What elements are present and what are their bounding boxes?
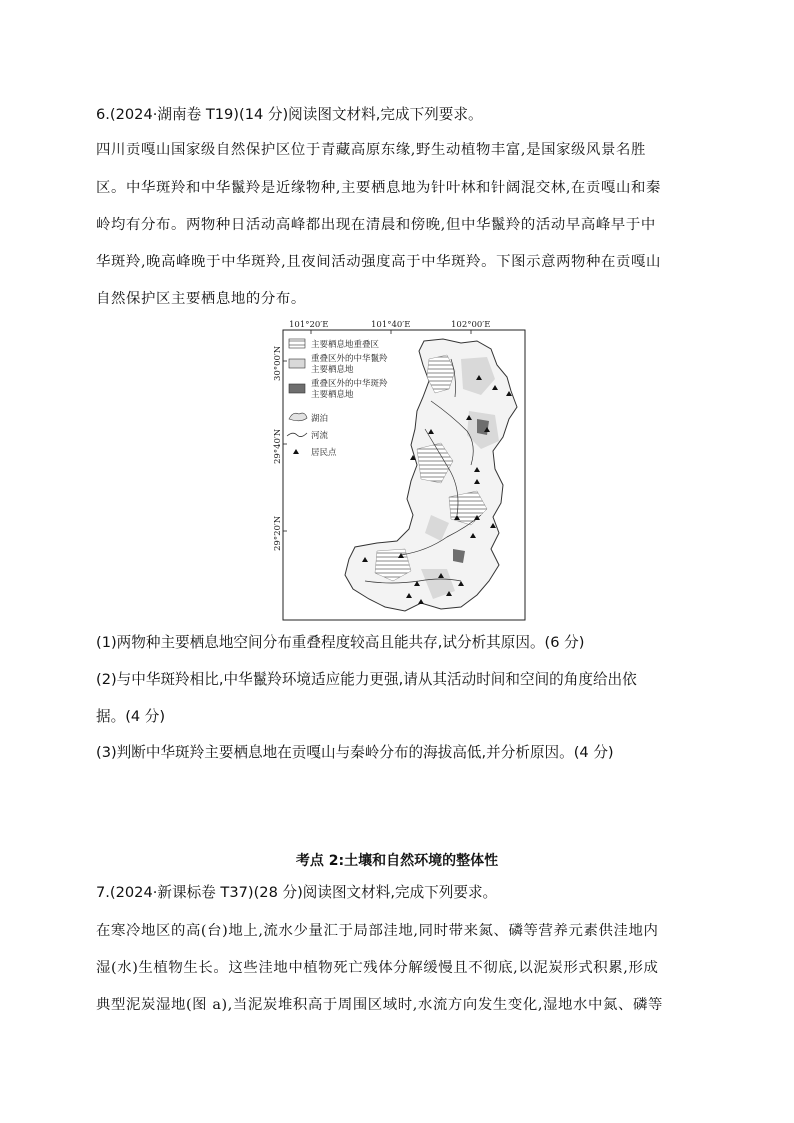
legend-label: 主要栖息地重叠区 <box>311 340 380 350</box>
question-6-paragraph-line: 区。中华斑羚和中华鬣羚是近缘物种,主要栖息地为针叶林和针阔混交林,在贡嘎山和秦 <box>96 180 662 196</box>
legend-label: 湖泊 <box>311 414 329 424</box>
question-6-paragraph-line: 华斑羚,晚高峰晚于中华斑羚,且夜间活动强度高于中华斑羚。下图示意两物种在贡嘎山 <box>96 254 662 270</box>
question-6-subquestion: (1)两物种主要栖息地空间分布重叠程度较高且能共存,试分析其原因。(6 分) <box>96 634 585 651</box>
question-7-paragraph-line: 湿(水)生植物生长。这些洼地中植物死亡残体分解缓慢且不彻底,以泥炭形式积累,形成 <box>96 960 659 976</box>
question-6-paragraph-line: 岭均有分布。两物种日活动高峰都出现在清晨和傍晚,但中华鬣羚的活动早高峰早于中 <box>96 217 656 233</box>
hatched-swatch-icon <box>289 339 305 348</box>
dark-gray-swatch-icon <box>289 384 305 393</box>
latitude-label: 29°20′N <box>273 515 283 551</box>
longitude-label: 101°40′E <box>371 320 411 330</box>
question-6-paragraph-line: 自然保护区主要栖息地的分布。 <box>96 291 306 307</box>
question-7-paragraph-line: 在寒冷地区的高(台)地上,流水少量汇于局部洼地,同时带来氮、磷等营养元素供洼地内 <box>96 923 659 939</box>
legend-label: 重叠区外的中华鬣羚 <box>311 354 388 364</box>
section-title: 考点 2:土壤和自然环境的整体性 <box>295 853 499 869</box>
question-6-subquestion-continued: 据。(4 分) <box>96 708 166 725</box>
legend-label: 居民点 <box>311 448 337 458</box>
legend-label: 河流 <box>311 431 329 441</box>
light-gray-swatch-icon <box>289 359 305 368</box>
longitude-label: 102°00′E <box>451 320 491 330</box>
legend-label: 主要栖息地 <box>311 365 354 375</box>
legend-label: 主要栖息地 <box>311 390 354 400</box>
legend-label: 重叠区外的中华斑羚 <box>311 379 388 389</box>
habitat-distribution-map <box>273 319 527 623</box>
question-7-header: 7.(2024·新课标卷 T37)(28 分)阅读图文材料,完成下列要求。 <box>96 884 498 901</box>
question-6-paragraph-line: 四川贡嘎山国家级自然保护区位于青藏高原东缘,野生动植物丰富,是国家级风景名胜 <box>96 142 647 158</box>
question-7-paragraph-line: 典型泥炭湿地(图 a),当泥炭堆积高于周围区域时,水流方向发生变化,湿地水中氮、磷等 <box>96 997 663 1013</box>
question-6-subquestion: (2)与中华斑羚相比,中华鬣羚环境适应能力更强,请从其活动时间和空间的角度给出依 <box>96 671 637 688</box>
question-6-subquestion: (3)判断中华斑羚主要栖息地在贡嘎山与秦岭分布的海拔高低,并分析原因。(4 分) <box>96 744 614 761</box>
question-6-header: 6.(2024·湖南卷 T19)(14 分)阅读图文材料,完成下列要求。 <box>96 106 483 123</box>
latitude-label: 29°40′N <box>273 428 283 464</box>
latitude-label: 30°00′N <box>273 345 283 381</box>
longitude-label: 101°20′E <box>289 320 329 330</box>
